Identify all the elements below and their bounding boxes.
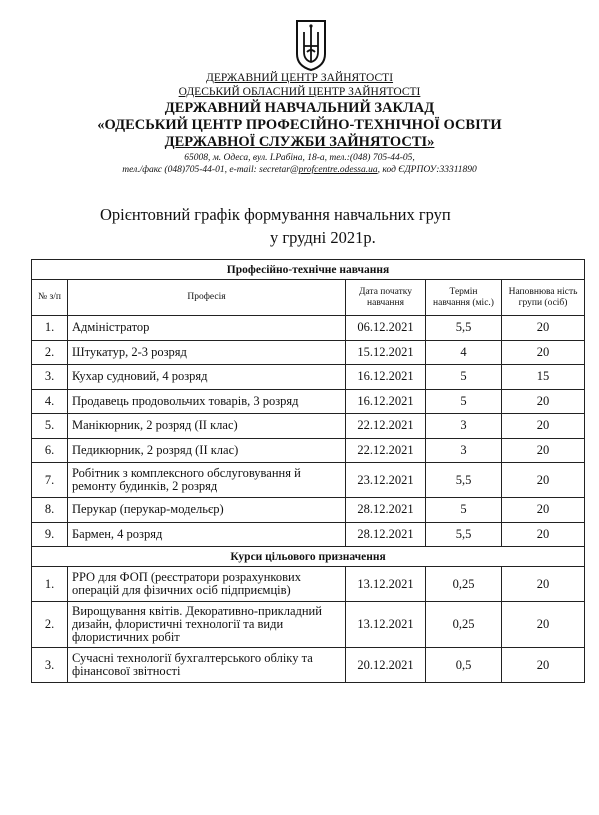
cell-start-date: 22.12.2021 <box>346 438 426 463</box>
table-row <box>32 522 585 547</box>
cell-group-size: 20 <box>502 522 585 547</box>
cell-term: 3 <box>426 414 502 439</box>
cell-group-size: 20 <box>502 316 585 341</box>
table-row <box>32 414 585 439</box>
header-address: 65008, м. Одеса, вул. І.Рабіна, 18-а, тел.:(048) 705-44-05, <box>184 153 415 163</box>
col-header-num: № з/п <box>32 280 68 316</box>
cell-profession: Робітник з комплексного обслуговування й ремонту будинків, 2 розряд <box>68 463 346 498</box>
cell-term: 5,5 <box>426 316 502 341</box>
coat-of-arms-icon <box>294 18 328 72</box>
cell-num: 9. <box>32 522 68 547</box>
cell-start-date: 13.12.2021 <box>346 602 426 648</box>
cell-profession: Вирощування квітів. Декоративно-прикладний дизайн, флористичні технології та види флористичних робіт <box>68 602 346 648</box>
cell-num: 5. <box>32 414 68 439</box>
cell-profession: Педикюрник, 2 розряд (ІІ клас) <box>68 438 346 463</box>
cell-start-date: 15.12.2021 <box>346 340 426 365</box>
cell-profession: РРО для ФОП (реєстратори розрахункових операцій для фізичних осіб підприємців) <box>68 567 346 602</box>
cell-profession: Адміністратор <box>68 316 346 341</box>
cell-group-size: 20 <box>502 602 585 648</box>
cell-term: 0,25 <box>426 567 502 602</box>
header-line-4: «ОДЕСЬКИЙ ЦЕНТР ПРОФЕСІЙНО-ТЕХНІЧНОЇ ОСВІТИ <box>97 117 502 133</box>
col-header-group-size: Наповнюва ність групи (осіб) <box>502 280 585 316</box>
table-row <box>32 463 585 498</box>
cell-start-date: 23.12.2021 <box>346 463 426 498</box>
cell-term: 3 <box>426 438 502 463</box>
col-header-start-date: Дата початку навчання <box>346 280 426 316</box>
cell-num: 7. <box>32 463 68 498</box>
cell-term: 5,5 <box>426 522 502 547</box>
cell-num: 1. <box>32 567 68 602</box>
table-row <box>32 438 585 463</box>
cell-term: 0,25 <box>426 602 502 648</box>
cell-group-size: 20 <box>502 567 585 602</box>
section-row-targeted-courses <box>32 547 585 567</box>
cell-term: 5 <box>426 389 502 414</box>
cell-profession: Бармен, 4 розряд <box>68 522 346 547</box>
cell-term: 5 <box>426 498 502 523</box>
section-row-vocational <box>32 260 585 280</box>
table-header-row <box>32 280 585 316</box>
table-row <box>32 316 585 341</box>
cell-profession: Перукар (перукар-модельєр) <box>68 498 346 523</box>
header-line-2: ОДЕСЬКИЙ ОБЛАСНИЙ ЦЕНТР ЗАЙНЯТОСТІ <box>178 86 421 98</box>
section-title-vocational: Професійно-технічне навчання <box>32 260 585 280</box>
cell-num: 6. <box>32 438 68 463</box>
cell-group-size: 20 <box>502 498 585 523</box>
cell-group-size: 20 <box>502 340 585 365</box>
cell-group-size: 15 <box>502 365 585 390</box>
header-line-5: ДЕРЖАВНОЇ СЛУЖБИ ЗАЙНЯТОСТІ» <box>164 134 435 150</box>
cell-start-date: 22.12.2021 <box>346 414 426 439</box>
cell-start-date: 16.12.2021 <box>346 365 426 390</box>
cell-start-date: 28.12.2021 <box>346 522 426 547</box>
cell-num: 2. <box>32 340 68 365</box>
cell-num: 3. <box>32 365 68 390</box>
col-header-profession: Професія <box>68 280 346 316</box>
schedule-table-body <box>32 260 585 683</box>
cell-term: 5 <box>426 365 502 390</box>
header-line-1: ДЕРЖАВНИЙ ЦЕНТР ЗАЙНЯТОСТІ <box>205 72 394 84</box>
header-contacts <box>0 165 599 175</box>
section-title-targeted-courses: Курси цільового призначення <box>32 547 585 567</box>
cell-group-size: 20 <box>502 389 585 414</box>
cell-term: 0,5 <box>426 648 502 683</box>
cell-profession: Манікюрник, 2 розряд (ІІ клас) <box>68 414 346 439</box>
table-row <box>32 602 585 648</box>
cell-profession: Штукатур, 2-3 розряд <box>68 340 346 365</box>
contacts-prefix: тел./факс (048)705-44-01, e-mail: secretar@ <box>122 165 299 175</box>
cell-term: 5,5 <box>426 463 502 498</box>
cell-start-date: 28.12.2021 <box>346 498 426 523</box>
document-title-line-2: у грудні 2021р. <box>270 228 376 247</box>
contacts-email-domain: profcentre.odessa.ua <box>298 165 378 175</box>
table-row <box>32 567 585 602</box>
table-row <box>32 365 585 390</box>
cell-start-date: 20.12.2021 <box>346 648 426 683</box>
table-row <box>32 498 585 523</box>
contacts-suffix: , код ЄДРПОУ:33311890 <box>377 165 477 175</box>
cell-num: 8. <box>32 498 68 523</box>
col-header-term: Термін навчання (міс.) <box>426 280 502 316</box>
cell-profession: Кухар судновий, 4 розряд <box>68 365 346 390</box>
table-row <box>32 340 585 365</box>
document-title-line-1: Орієнтовний графік формування навчальних груп <box>100 205 451 224</box>
cell-num: 2. <box>32 602 68 648</box>
cell-group-size: 20 <box>502 648 585 683</box>
cell-profession: Сучасні технології бухгалтерського обліку та фінансової звітності <box>68 648 346 683</box>
cell-group-size: 20 <box>502 463 585 498</box>
cell-profession: Продавець продовольчих товарів, 3 розряд <box>68 389 346 414</box>
header-line-3: ДЕРЖАВНИЙ НАВЧАЛЬНИЙ ЗАКЛАД <box>164 100 435 116</box>
cell-num: 1. <box>32 316 68 341</box>
cell-group-size: 20 <box>502 438 585 463</box>
schedule-table <box>31 259 585 683</box>
cell-num: 3. <box>32 648 68 683</box>
cell-start-date: 13.12.2021 <box>346 567 426 602</box>
cell-group-size: 20 <box>502 414 585 439</box>
table-row <box>32 648 585 683</box>
cell-start-date: 16.12.2021 <box>346 389 426 414</box>
cell-term: 4 <box>426 340 502 365</box>
table-row <box>32 389 585 414</box>
cell-start-date: 06.12.2021 <box>346 316 426 341</box>
cell-num: 4. <box>32 389 68 414</box>
